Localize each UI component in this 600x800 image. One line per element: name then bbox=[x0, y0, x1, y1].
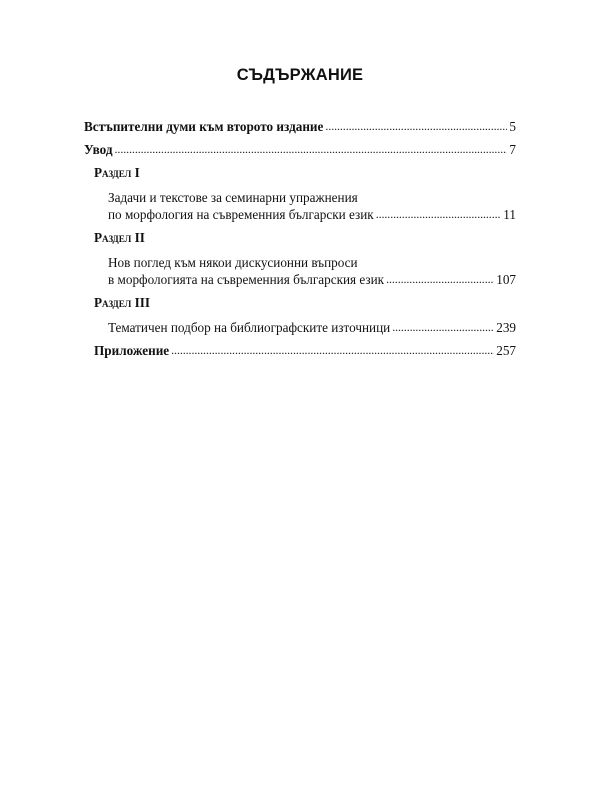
toc-entry-title: в морфологията на съвременния българския език bbox=[108, 272, 385, 287]
toc-entry-title: Приложение bbox=[94, 343, 170, 358]
toc-entry-section2-line1: Нов поглед към някои дискусионни въпроси bbox=[108, 255, 358, 270]
toc-entry-section1[interactable] bbox=[108, 206, 516, 223]
dot-leader bbox=[171, 342, 494, 359]
toc-entry-title: по морфология на съвременния български език bbox=[108, 207, 374, 222]
dot-leader bbox=[325, 118, 507, 135]
toc-entry-foreword[interactable] bbox=[84, 118, 516, 135]
dot-leader bbox=[386, 271, 494, 288]
toc-entry-page: 5 bbox=[509, 119, 516, 134]
toc-entry-section1-line1: Задачи и текстове за семинарни упражнения bbox=[108, 190, 358, 205]
toc-entry-page: 11 bbox=[503, 207, 516, 222]
dot-leader bbox=[376, 206, 502, 223]
section-heading-1: Раздел I bbox=[94, 165, 140, 180]
table-of-contents bbox=[84, 118, 516, 359]
toc-entry-page: 7 bbox=[509, 142, 516, 157]
toc-entry-page: 257 bbox=[496, 343, 516, 358]
toc-entry-title: Тематичен подбор на библиографските източници bbox=[108, 320, 391, 335]
dot-leader bbox=[392, 319, 494, 336]
toc-entry-appendix[interactable] bbox=[94, 342, 516, 359]
toc-entry-page: 107 bbox=[496, 272, 516, 287]
toc-entry-section2[interactable] bbox=[108, 271, 516, 288]
toc-entry-title: Встъпителни думи към второто издание bbox=[84, 119, 324, 134]
toc-entry-section3[interactable] bbox=[108, 319, 516, 336]
page-title: СЪДЪРЖАНИЕ bbox=[236, 66, 364, 84]
toc-entry-intro[interactable] bbox=[84, 141, 516, 158]
toc-entry-title: Увод bbox=[84, 142, 113, 157]
section-heading-2: Раздел II bbox=[94, 230, 145, 245]
toc-entry-page: 239 bbox=[496, 320, 516, 335]
section-heading-3: Раздел III bbox=[94, 295, 151, 310]
dot-leader bbox=[115, 141, 508, 158]
